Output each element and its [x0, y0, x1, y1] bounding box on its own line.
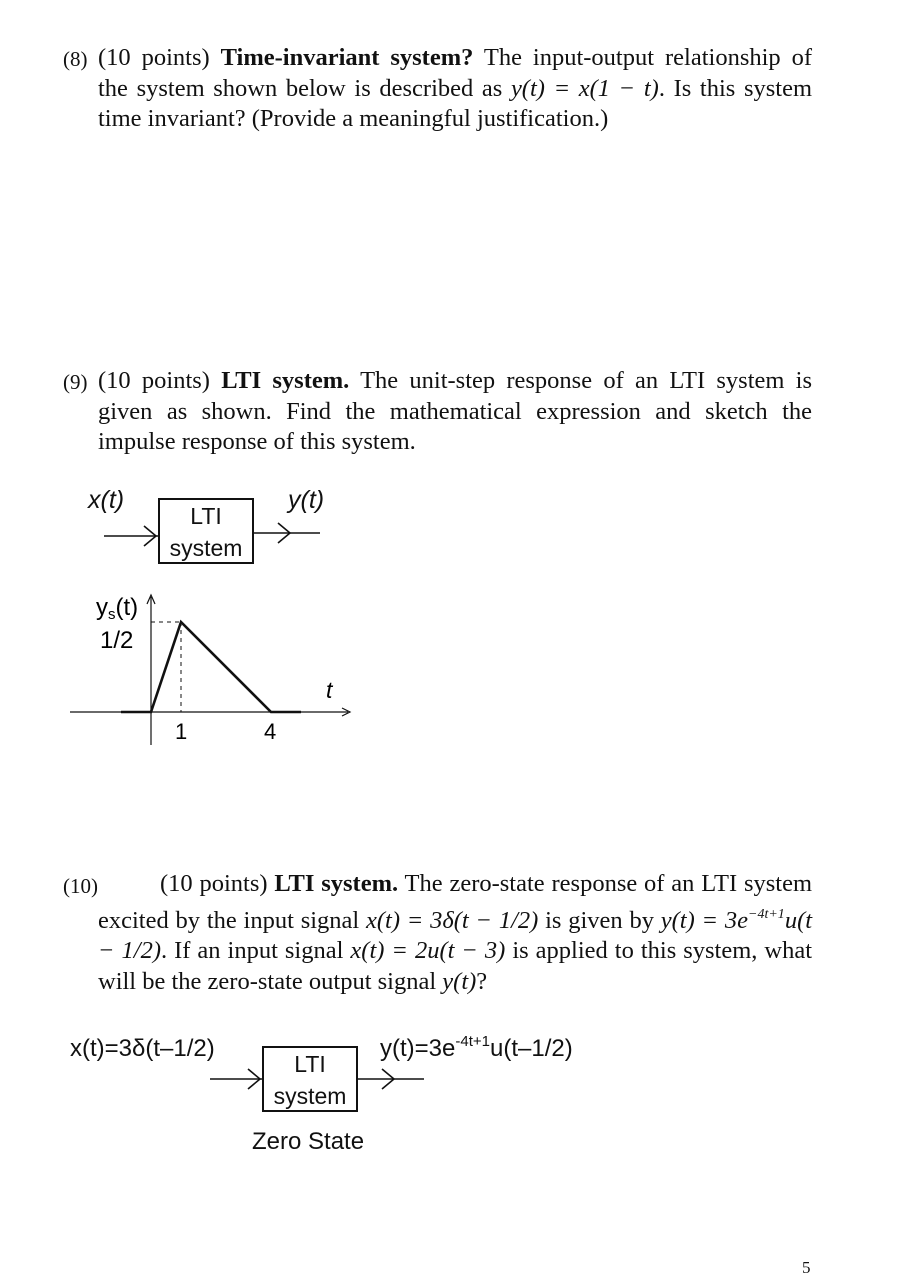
y-axis-label: ys(t): [96, 594, 139, 623]
page-number: 5: [802, 1258, 811, 1277]
q10-number: (10): [63, 874, 98, 898]
q10-text2: is given by: [545, 906, 654, 934]
q10-eq-input: x(t) = 3δ(t − 1/2): [366, 906, 539, 934]
q9-number: (9): [63, 370, 88, 394]
q8-points: (10 points): [98, 44, 210, 71]
q10-text1: The zero-state response of an LTI system excited by the input signal: [98, 870, 813, 934]
q10-box-line1: LTI: [294, 1051, 326, 1077]
q10-input-label: x(t)=3δ(t–1/2): [70, 1035, 215, 1062]
q10-arrows: [60, 1030, 660, 1130]
q10-paragraph: [98, 869, 812, 997]
q9-box-line1: LTI: [190, 503, 222, 529]
q9-title: LTI system.: [221, 367, 350, 394]
x-tick-label-4: 4: [264, 719, 277, 744]
q8-equation: y(t) = x(1 − t): [510, 74, 659, 102]
q10-text4: is applied to this system, what will be the zero-state output signal: [98, 937, 813, 995]
q10-points: (10 points): [160, 870, 268, 897]
q10-text5: ?: [476, 967, 488, 995]
q9-paragraph: [98, 366, 812, 458]
q10-lti-system-box: [262, 1046, 358, 1112]
q8-text1: The input-output relationship of the system shown below is described as: [98, 44, 813, 102]
q8-title: Time-invariant system?: [220, 44, 474, 71]
q10-eq-new-input: x(t) = 2u(t − 3): [350, 937, 506, 964]
q9-text: The unit-step response of an LTI system is given as shown. Find the mathematical expression and sketch the impulse response of this system.: [98, 367, 813, 455]
q10-title: LTI system.: [274, 870, 399, 897]
q10-text3: . If an input signal: [161, 937, 344, 964]
q9-output-label: y(t): [288, 486, 325, 514]
x-tick-label-1: 1: [175, 719, 188, 744]
q8-paragraph: [98, 43, 812, 135]
q9-step-response-chart: [60, 585, 380, 755]
q9-block-diagram: [60, 478, 360, 578]
q9-box-line2: system: [169, 535, 243, 561]
step-response-curve: [121, 622, 301, 712]
q8-text2: . Is this system time invariant? (Provide a meaningful justification.): [98, 74, 813, 132]
q9-points: (10 points): [98, 367, 210, 394]
q10-eq-question: y(t): [442, 967, 477, 995]
q10-box-line2: system: [273, 1083, 347, 1109]
y-tick-label: 1/2: [100, 627, 134, 654]
q10-eq-output: $y(t) = 3e^{-4t+1}u(t - 1/2)$: [98, 906, 813, 964]
q9-lti-system-box: [158, 498, 254, 564]
q8-number: (8): [63, 47, 88, 71]
q10-block-diagram: [60, 1030, 660, 1170]
q10-zero-state-caption: Zero State: [252, 1128, 365, 1155]
q9-input-label: x(t): [88, 486, 125, 514]
x-axis-label: t: [326, 677, 333, 703]
q10-output-label: $y(t)=3e^{-4t+1}u(t-1/2)$: [380, 1033, 573, 1062]
